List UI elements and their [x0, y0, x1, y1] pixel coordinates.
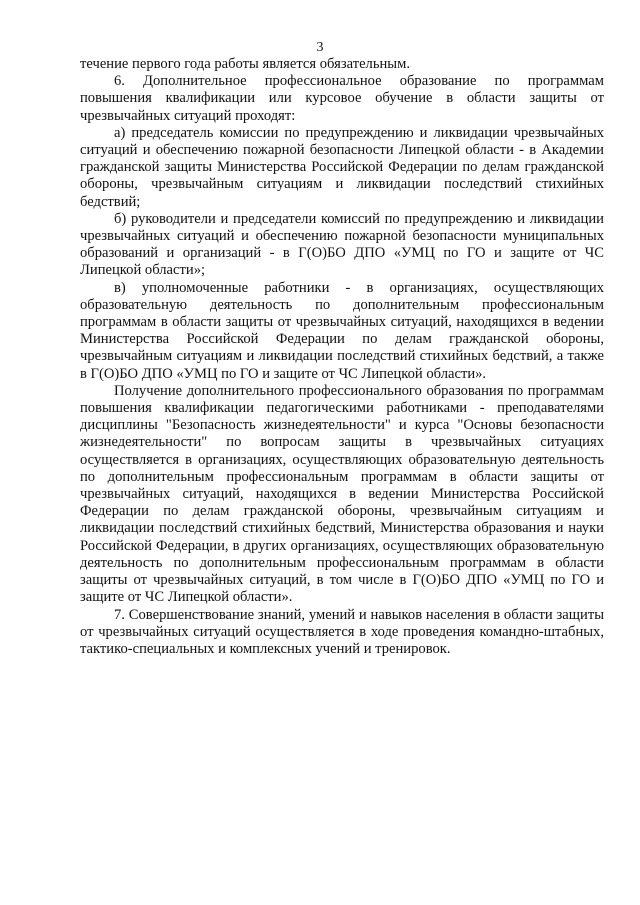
paragraph-subitem-a: а) председатель комиссии по предупреждению и ликвидации чрезвычайных ситуаций и обеспечению пожарной безопасности Липецкой области - в Академии гражданской защиты Министерства Российской Федерации по делам гражданской обороны, чрезвычайным ситуациям и ликвидации последствий стихийных бедствий;: [80, 124, 604, 210]
paragraph-item-6: 6. Дополнительное профессиональное образование по программам повышения квалификации или курсовое обучение в области защиты от чрезвычайных ситуаций проходят:: [80, 73, 604, 124]
paragraph-subitem-v: в) уполномоченные работники - в организациях, осуществляющих образовательную деятельность по дополнительным профессиональным программам в области защиты от чрезвычайных ситуаций, находящихся в ведении Министерства Российской Федерации по делам гражданской обороны, чрезвычайным ситуациям и ликвидации последствий стихийных бедствий, а также в Г(О)БО ДПО «УМЦ по ГО и защите от ЧС Липецкой области».: [80, 279, 604, 382]
paragraph-teachers-training: Получение дополнительного профессионального образования по программам повышения квалификации педагогическими работниками - преподавателями дисциплины "Безопасность жизнедеятельности" и курса "Основы безопасности жизнедеятельности" по вопросам защиты в чрезвычайных ситуациях осуществляется в организациях, осуществляющих образовательную деятельность по дополнительным профессиональным программам в области защиты от чрезвычайных ситуаций, находящихся в ведении Министерства Российской Федерации по делам гражданской обороны, чрезвычайным ситуациям и ликвидации последствий стихийных бедствий, Министерства образования и науки Российской Федерации, в других организациях, осуществляющих образовательную деятельность по дополнительным профессиональным программам в области защиты от чрезвычайных ситуаций, в том числе в Г(О)БО ДПО «УМЦ по ГО и защите от ЧС Липецкой области».: [80, 382, 604, 606]
paragraph-continuation: течение первого года работы является обязательным.: [80, 56, 410, 72]
paragraph-subitem-b: б) руководители и председатели комиссий по предупреждению и ликвидации чрезвычайных ситуаций и обеспечению пожарной безопасности муниципальных образований и организаций - в Г(О)БО ДПО «УМЦ по ГО и защите от ЧС Липецкой области»;: [80, 210, 604, 279]
document-body: [80, 56, 604, 658]
paragraph-item-7: 7. Совершенствование знаний, умений и навыков населения в области защиты от чрезвычайных ситуаций осуществляется в ходе проведения командно-штабных, тактико-специальных и комплексных учений и тренировок.: [80, 606, 604, 657]
page-number: 3: [316, 40, 324, 55]
